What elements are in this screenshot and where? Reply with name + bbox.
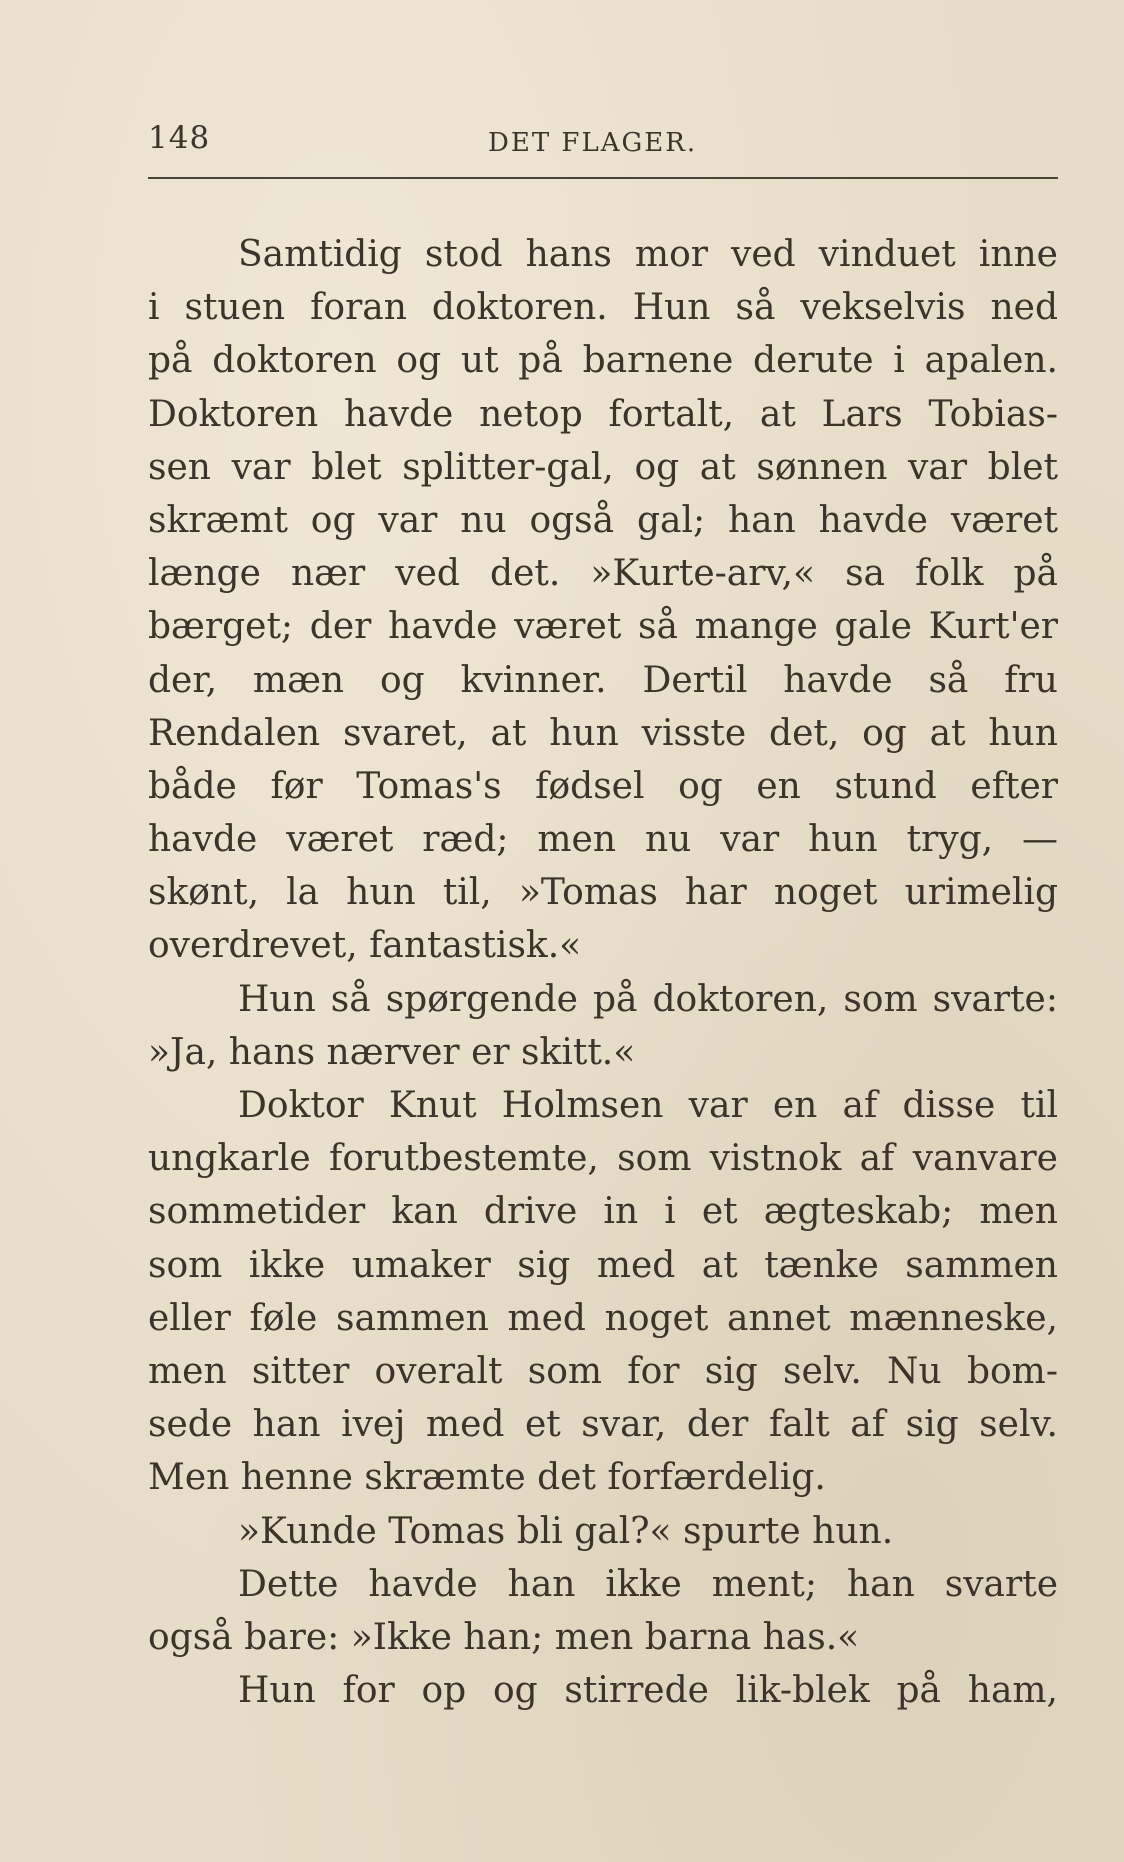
text-line: Hun så spørgende på doktoren, som svarte: (238, 978, 1058, 1020)
text-line: sen var blet splitter-gal, og at sønnen var blet (148, 446, 1058, 488)
text-line: ungkarle forutbestemte, som vistnok af vanvare (148, 1138, 1058, 1180)
text-line: sommetider kan drive in i et ægteskab; men (148, 1191, 1058, 1233)
text-line: længe nær ved det. »Kurte-arv,« sa folk på (148, 553, 1058, 595)
text-line: skønt, la hun til, »Tomas har noget urimelig (148, 872, 1058, 914)
text-line: »Kunde Tomas bli gal?« spurte hun. (238, 1510, 894, 1552)
running-title: DET FLAGER. (488, 128, 698, 158)
text-line: »Ja, hans nærver er skitt.« (148, 1031, 636, 1073)
text-line: der, mæn og kvinner. Dertil havde så fru (148, 659, 1058, 701)
text-line: Doktor Knut Holmsen var en af disse til (238, 1085, 1058, 1126)
text-line: Samtidig stod hans mor ved vinduet inne (238, 234, 1058, 275)
text-line: overdrevet, fantastisk.« (148, 925, 582, 967)
text-line: også bare: »Ikke han; men barna has.« (148, 1616, 860, 1658)
text-line: i stuen foran doktoren. Hun så vekselvis ned (148, 287, 1058, 329)
text-line: Dette havde han ikke ment; han svarte (238, 1563, 1058, 1605)
text-line: på doktoren og ut på barnene derute i apalen. (148, 340, 1058, 382)
text-line: skræmt og var nu også gal; han havde været (148, 499, 1058, 541)
header-rule (148, 177, 1058, 179)
body-text (148, 228, 1058, 1717)
text-line: Doktoren havde netop fortalt, at Lars Tobias- (148, 393, 1058, 435)
text-line: Rendalen svaret, at hun visste det, og at hun (148, 712, 1058, 754)
text-line: bærget; der havde været så mange gale Kurt'er (148, 606, 1058, 648)
text-line: som ikke umaker sig med at tænke sammen (148, 1244, 1058, 1286)
text-line: Men henne skræmte det forfærdelig. (148, 1457, 826, 1499)
text-line: både før Tomas's fødsel og en stund efter (148, 765, 1058, 807)
text-line: havde været ræd; men nu var hun tryg, — (148, 819, 1058, 861)
running-head (148, 120, 1058, 160)
text-line: eller føle sammen med noget annet mænneske, (148, 1297, 1058, 1339)
text-line: Hun for op og stirrede lik-blek på ham, (238, 1670, 1058, 1712)
text-line: sede han ivej med et svar, der falt af sig selv. (148, 1404, 1058, 1446)
page-number: 148 (148, 120, 211, 156)
text-line: men sitter overalt som for sig selv. Nu bom- (148, 1350, 1058, 1392)
